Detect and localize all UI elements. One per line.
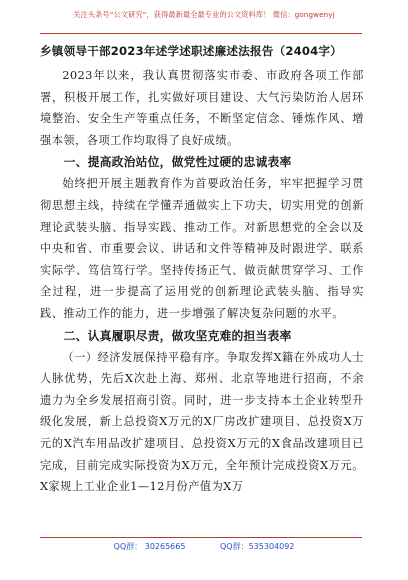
section-1-paragraph: 始终把开展主题教育作为首要政治任务，牢牢把握学习贯彻思想主线，持续在学懂弄通做实上下功夫，切实用党的创新理论武装头脑、指导实践、推动工作。对新思想党的全会以及中央和省、市重要会议、讲话和文件等精神及时跟进学、联系实际学、笃信笃行学。坚持传扬正气、做贡献贯穿学习、工作全过程，进一步提高了运用党的创新理论武装头脑、指导实践、推动工作的能力，进一步增强了解决复杂问题的水平。 [40, 177, 364, 320]
footer-qq-group-1: QQ群： 30265665 [113, 542, 186, 551]
header-rule [40, 33, 362, 34]
section-1-heading: 一、提高政治站位，做党性过硬的忠诚表率 [63, 155, 292, 170]
footer-qq-group-2: QQ群：535304092 [220, 542, 295, 551]
section-2-heading: 二、认真履职尽责，做攻坚克难的担当表率 [63, 328, 292, 343]
section-2-paragraph: （一）经济发展保持平稳有序。争取发挥X籍在外成功人士人脉优势，先后X次赴上海、郑州、北京等地进行招商，不余遗力为全乡发展招商引资。同时，进一步支持本土企业转型升级化发展，新上总投资X万元的X厂房改扩建项目、总投资X万元的X汽车用品改扩建项目、总投资X万元的X食品改建项目已完成，目前完成实际投资为X万元，全年预计完成投资X万元。X家规上工业企业1—12月份产值为X万 [40, 350, 364, 494]
document-body [40, 41, 364, 498]
footer [0, 541, 408, 552]
intro-paragraph: 2023年以来，我认真贯彻落实市委、市政府各项工作部署，积极开展工作，扎实做好项目建设、大气污染防治人居环境整治、安全生产等重点任务，不断坚定信念、锤炼作风、增强本领，各项工作均取得了良好成绩。 [40, 69, 364, 147]
footer-rule [40, 537, 362, 538]
document-title: 乡镇领导干部2023年述学述职述廉述法报告（2404字） [40, 44, 343, 58]
header-banner: 关注头条号“公文研究”，获得最新最全最专业的公文资料库！ 微信：gongwenyj [73, 10, 335, 19]
